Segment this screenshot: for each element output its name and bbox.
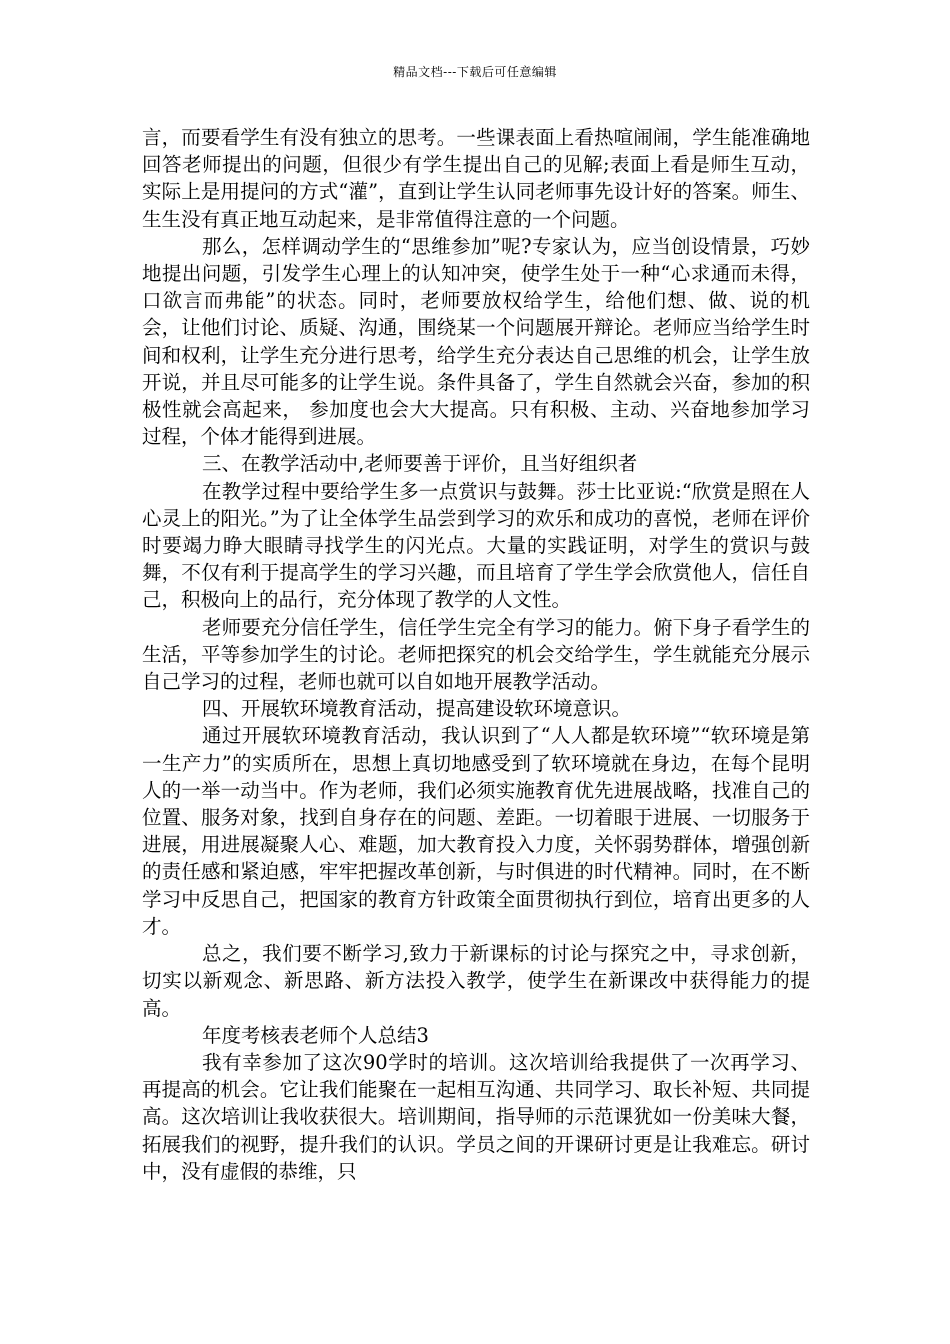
document-body	[142, 124, 810, 1185]
section-heading-3: 三、在教学活动中,老师要善于评价，且当好组织者	[202, 452, 638, 476]
section-title-summary-3: 年度考核表老师个人总结3	[202, 1023, 429, 1047]
paragraph-trust-students: 老师要充分信任学生，信任学生完全有学习的能力。俯下身子看学生的生活，平等参加学生的讨论。老师把探究的机会交给学生，学生就能充分展示自己学习的过程，老师也就可以自如地开展教学活动。	[142, 615, 810, 694]
paragraph-appreciation: 在教学过程中要给学生多一点赏识与鼓舞。莎士比亚说:“欣赏是照在人心灵上的阳光。”为了让全体学生品尝到学习的欢乐和成功的喜悦，老师在评价时要竭力睁大眼睛寻找学生的闪光点。大量的实践证明，对学生的赏识与鼓舞，不仅有利于提高学生的学习兴趣，而且培育了学生学会欣赏他人，信任自己，积极向上的品行，充分体现了教学的人文性。	[142, 479, 810, 612]
paragraph-training: 我有幸参加了这次90学时的培训。这次培训给我提供了一次再学习、再提高的机会。它让我们能聚在一起相互沟通、共同学习、取长补短、共同提高。这次培训让我收获很大。培训期间，指导师的示范课犹如一份美味大餐，拓展我们的视野，提升我们的认识。学员之间的开课研讨更是让我难忘。研讨中，没有虚假的恭维，只	[142, 1050, 810, 1183]
page-header: 精品文档---下载后可任意编辑	[393, 65, 557, 79]
paragraph-thinking-participation: 那么，怎样调动学生的“思维参加”呢?专家认为，应当创设情景，巧妙地提出问题，引发学生心理上的认知冲突，使学生处于一种“心求通而未得，口欲言而弗能”的状态。同时，老师要放权给学生，给他们想、做、说的机会，让他们讨论、质疑、沟通，围绕某一个问题展开辩论。老师应当给学生时间和权利，让学生充分进行思考，给学生充分表达自己思维的机会，让学生放开说，并且尽可能多的让学生说。条件具备了，学生自然就会兴奋，参加的积极性就会高起来， 参加度也会大大提高。只有积极、主动、兴奋地参加学习过程，个体才能得到进展。	[142, 234, 810, 449]
paragraph-conclusion: 总之，我们要不断学习,致力于新课标的讨论与探究之中，寻求创新，切实以新观念、新思路、新方法投入教学，使学生在新课改中获得能力的提高。	[142, 942, 810, 1020]
paragraph-continuation: 言，而要看学生有没有独立的思考。一些课表面上看热喧闹闹，学生能准确地回答老师提出的问题，但很少有学生提出自己的见解;表面上看是师生互动，实际上是用提问的方式“灌”，直到让学生认同老师事先设计好的答案。师生、生生没有真正地互动起来，是非常值得注意的一个问题。	[142, 126, 810, 231]
section-heading-4: 四、开展软环境教育活动，提高建设软环境意识。	[202, 697, 632, 721]
paragraph-soft-environment: 通过开展软环境教育活动，我认识到了“人人都是软环境”“软环境是第一生产力”的实质所在，思想上真切地感受到了软环境就在身边，在每个昆明人的一举一动当中。作为老师，我们必须实施教育优先进展战略，找准自己的位置、服务对象，找到自身存在的问题、差距。一切着眼于进展、一切服务于进展，用进展凝聚人心、难题，加大教育投入力度，关怀弱势群体，增强创新的责任感和紧迫感，牢牢把握改革创新，与时俱进的时代精神。同时，在不断学习中反思自己，把国家的教育方针政策全面贯彻执行到位，培育出更多的人才。	[142, 724, 810, 938]
